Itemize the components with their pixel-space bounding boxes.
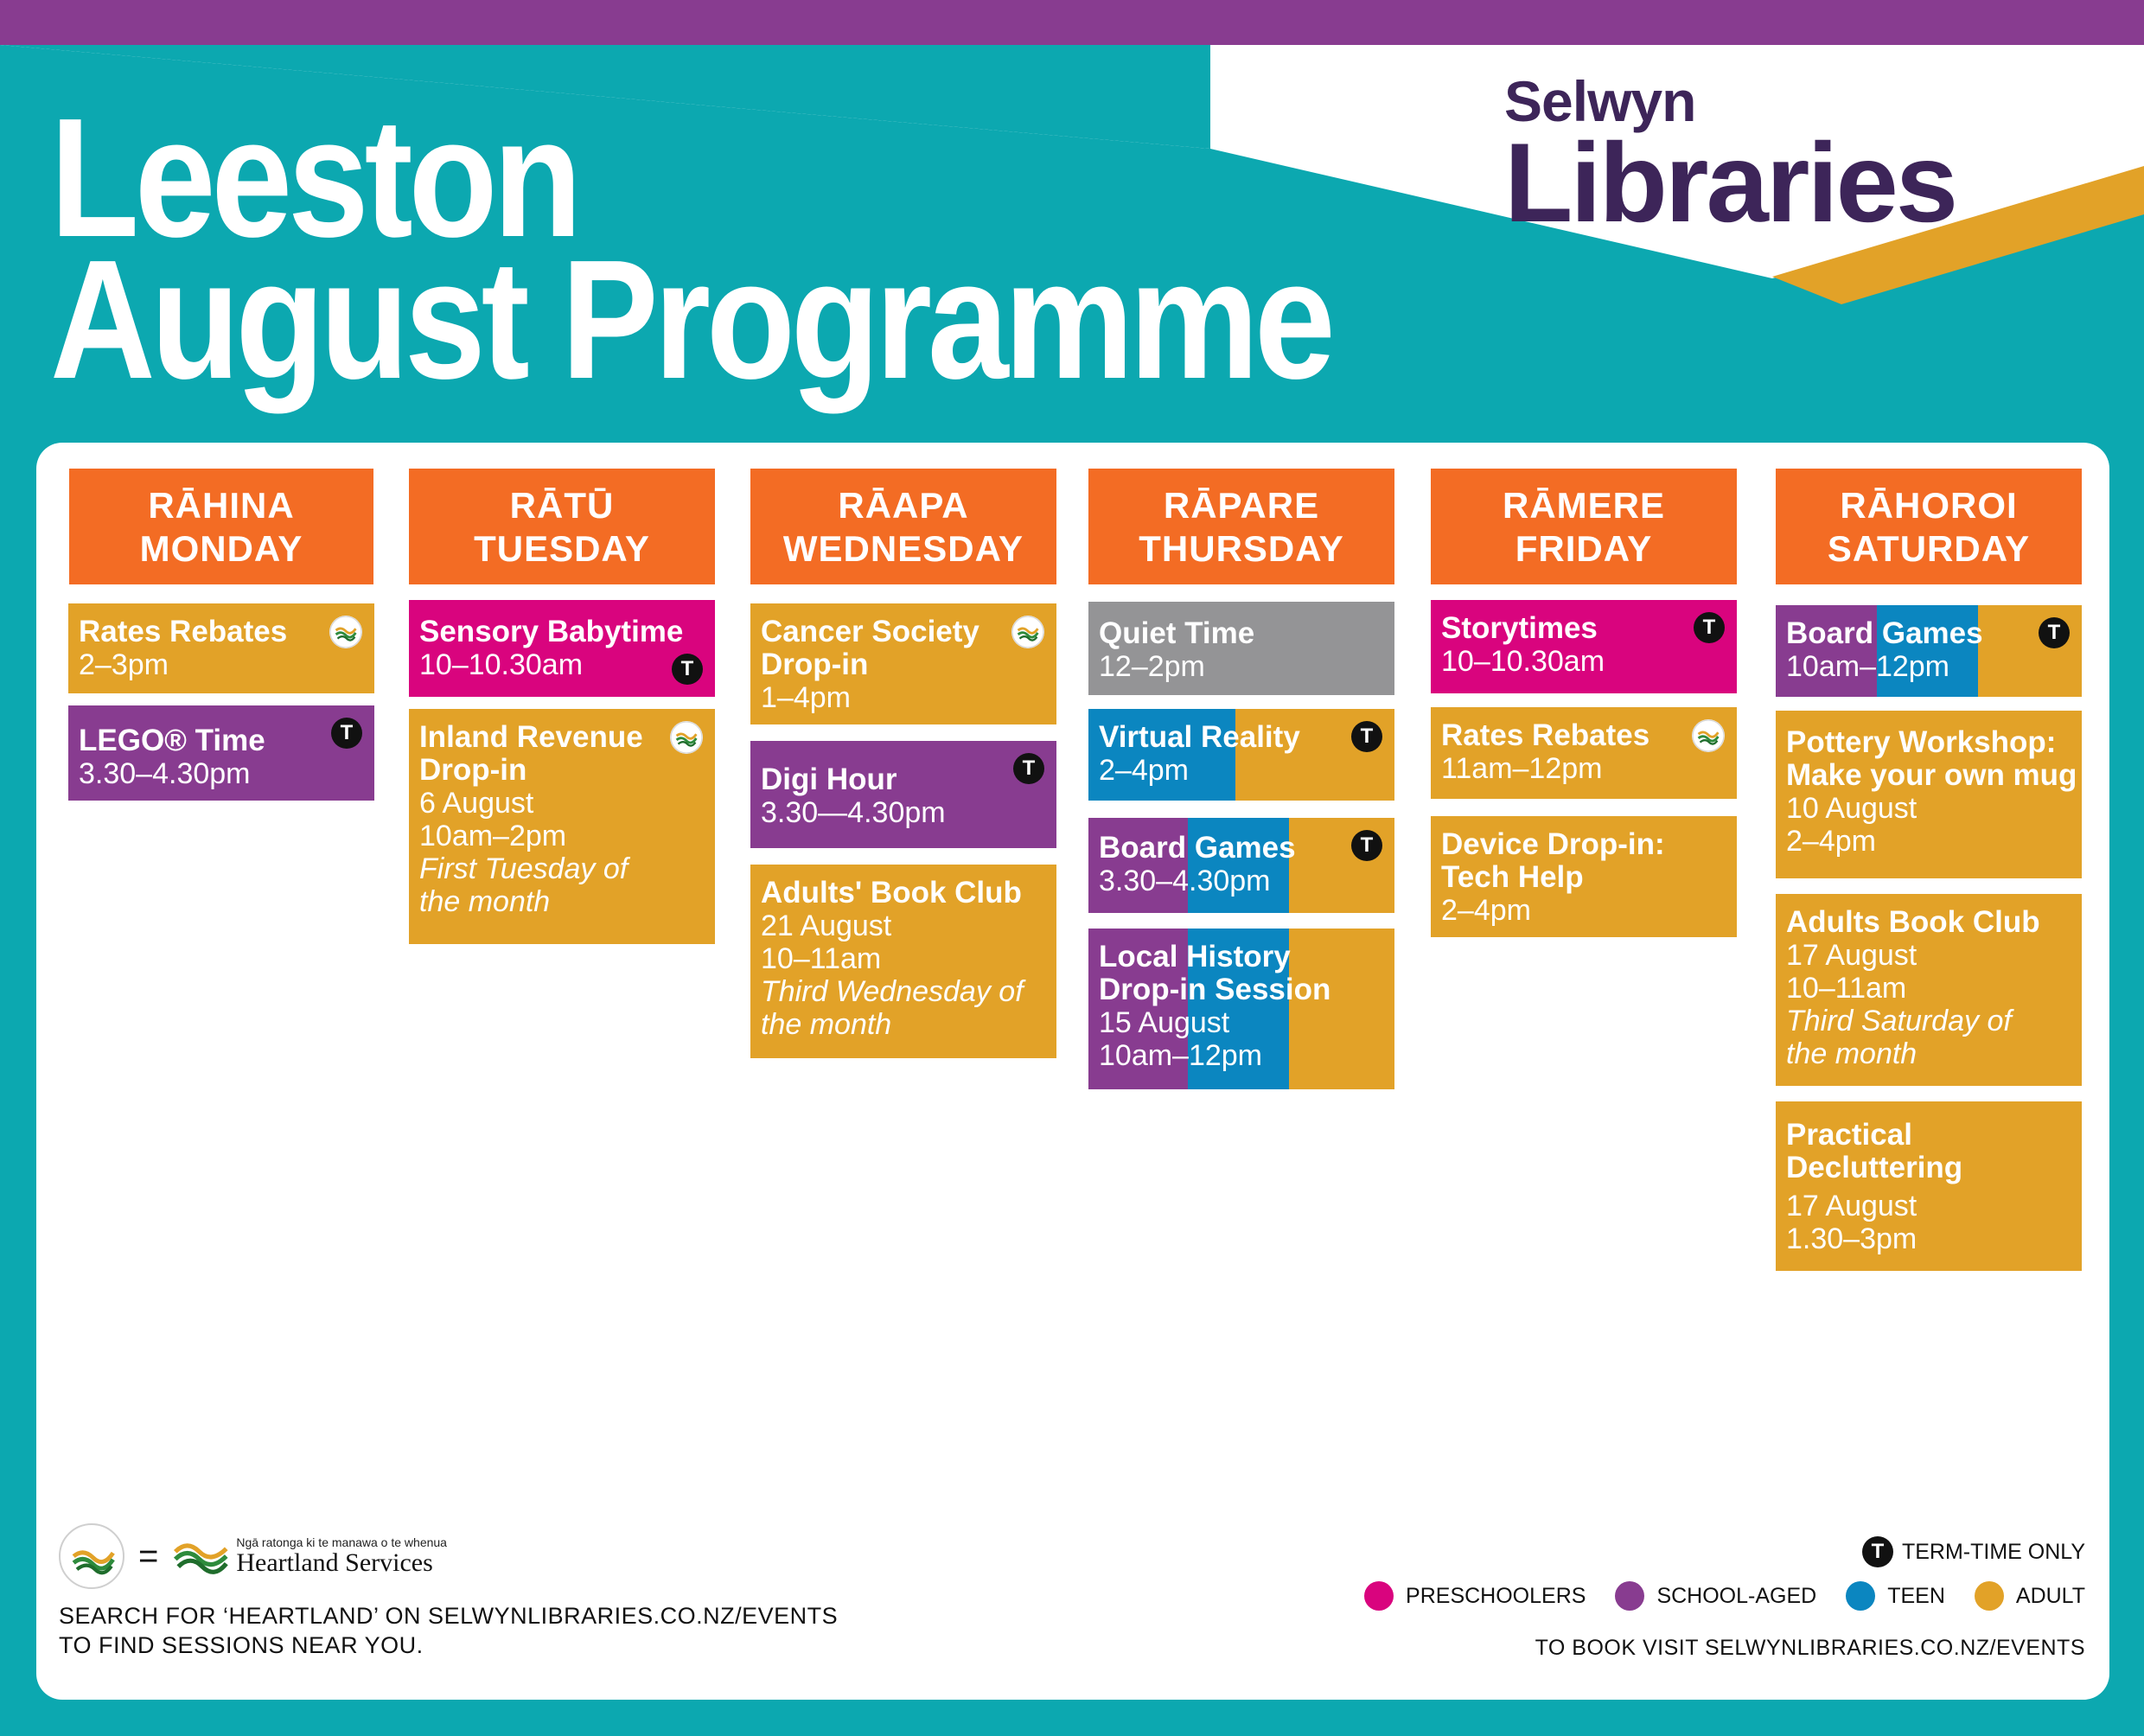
event-card[interactable] — [1776, 711, 2082, 878]
event-time: 11am–12pm — [1441, 752, 1603, 785]
brand-line2: Libraries — [1504, 119, 1956, 246]
heartland-services-logo — [172, 1534, 447, 1579]
term-time-icon: T — [1694, 612, 1725, 643]
event-time: 3.30—4.30pm — [761, 796, 946, 829]
event-title: Adults Book Club — [1786, 905, 2040, 939]
event-note: First Tuesday of the month — [419, 852, 629, 918]
day-maori-name: RĀHINA — [148, 485, 295, 526]
event-note: Third Wednesday of the month — [761, 975, 1024, 1041]
brand-line1: Selwyn — [1504, 69, 1696, 133]
term-time-icon: T — [1862, 1536, 1893, 1567]
event-time: 10–11am — [761, 942, 882, 975]
heartland-info — [59, 1523, 838, 1660]
term-time-icon: T — [2039, 617, 2070, 648]
day-header-tuesday — [409, 469, 715, 584]
term-time-icon: T — [1351, 830, 1382, 861]
preschoolers-dot — [1364, 1581, 1394, 1611]
event-title: Board Games — [1786, 616, 1983, 650]
event-time: 10–10.30am — [1441, 645, 1605, 678]
heartland-icon — [1011, 616, 1044, 648]
term-time-icon: T — [1013, 753, 1044, 784]
event-card[interactable] — [409, 600, 715, 697]
event-note: Third Saturday of the month — [1786, 1005, 2012, 1070]
event-title: Rates Rebates — [79, 615, 288, 648]
event-title: Rates Rebates — [1441, 718, 1650, 752]
event-card[interactable] — [750, 603, 1056, 724]
event-time: 2–4pm — [1099, 754, 1189, 787]
teen-dot — [1846, 1581, 1875, 1611]
legend-item-school-aged — [1615, 1581, 1816, 1611]
event-date: 6 August — [419, 787, 534, 820]
legend-label: ADULT — [2015, 1583, 2085, 1608]
event-time: 12–2pm — [1099, 650, 1205, 683]
event-time: 3.30–4.30pm — [79, 757, 251, 790]
event-title: Storytimes — [1441, 611, 1598, 645]
event-date: 10 August — [1786, 792, 1917, 825]
day-column-thursday — [1088, 469, 1394, 584]
day-maori-name: RĀAPA — [838, 485, 969, 526]
day-column-monday — [69, 469, 373, 584]
legend-label: PRESCHOOLERS — [1406, 1583, 1586, 1608]
search-instruction-line2: TO FIND SESSIONS NEAR YOU. — [59, 1632, 424, 1658]
event-title: Cancer Society Drop-in — [761, 615, 979, 681]
event-time: 2–3pm — [79, 648, 169, 681]
legend-item-preschoolers — [1364, 1581, 1586, 1611]
school-aged-dot — [1615, 1581, 1644, 1611]
event-card[interactable] — [1088, 929, 1394, 1089]
event-card[interactable] — [68, 603, 374, 693]
day-column-friday — [1431, 469, 1737, 584]
day-maori-name: RĀMERE — [1502, 485, 1665, 526]
day-column-wednesday — [750, 469, 1056, 584]
selwyn-libraries-logo — [1504, 69, 1956, 246]
event-title: Virtual Reality — [1099, 720, 1300, 754]
event-time: 3.30–4.30pm — [1099, 865, 1271, 897]
event-card[interactable] — [1088, 818, 1394, 913]
event-title: Quiet Time — [1099, 616, 1255, 650]
event-card[interactable] — [409, 709, 715, 944]
event-title: LEGO® Time — [79, 724, 265, 757]
event-card[interactable] — [68, 705, 374, 801]
heartland-icon — [670, 721, 703, 754]
day-english-name: MONDAY — [139, 528, 303, 569]
equals-sign: = — [138, 1536, 159, 1575]
top-purple-bar — [0, 0, 2144, 45]
event-time: 2–4pm — [1441, 894, 1531, 927]
day-maori-name: RĀTŪ — [509, 485, 615, 526]
day-column-saturday — [1776, 469, 2082, 584]
heartland-wave-icon — [172, 1534, 233, 1579]
event-date: 17 August — [1786, 939, 1917, 972]
event-card[interactable] — [750, 865, 1056, 1058]
event-card[interactable] — [750, 741, 1056, 848]
adult-dot — [1975, 1581, 2004, 1611]
event-title: Adults' Book Club — [761, 876, 1022, 909]
day-column-tuesday — [409, 469, 715, 584]
event-title: Local History Drop-in Session — [1099, 940, 1331, 1006]
legend-label: TEEN — [1887, 1583, 1945, 1608]
event-card[interactable] — [1776, 894, 2082, 1086]
term-time-icon: T — [672, 654, 703, 685]
event-card[interactable] — [1776, 605, 2082, 697]
event-title: Digi Hour — [761, 763, 897, 796]
event-card[interactable] — [1431, 816, 1737, 937]
booking-link[interactable]: TO BOOK VISIT SELWYNLIBRARIES.CO.NZ/EVENTS — [1535, 1636, 2085, 1660]
heartland-icon — [1692, 719, 1725, 752]
event-date: 17 August — [1786, 1190, 1917, 1222]
term-time-icon: T — [1351, 721, 1382, 752]
day-header-monday — [69, 469, 373, 584]
day-header-wednesday — [750, 469, 1056, 584]
event-card[interactable] — [1776, 1101, 2082, 1271]
legend-label: SCHOOL-AGED — [1656, 1583, 1817, 1608]
page-title-line2: August Programme — [50, 225, 1331, 414]
event-time: 10–10.30am — [419, 648, 584, 681]
heartland-tagline: Ngā ratonga ki te manawa o te whenua — [236, 1535, 447, 1549]
event-title: Pottery Workshop: Make your own mug — [1786, 725, 2077, 792]
day-header-thursday — [1088, 469, 1394, 584]
day-english-name: WEDNESDAY — [782, 528, 1024, 569]
event-title: Sensory Babytime — [419, 615, 684, 648]
page-title-line1: Leeston — [50, 83, 578, 272]
legend-item-adult — [1975, 1581, 2085, 1611]
event-time: 10am–12pm — [1099, 1039, 1263, 1072]
term-time-label: TERM-TIME ONLY — [1901, 1539, 2085, 1564]
event-card[interactable] — [1431, 707, 1737, 799]
legend-item-teen — [1846, 1581, 1945, 1611]
day-header-friday — [1431, 469, 1737, 584]
event-title: Inland Revenue Drop-in — [419, 720, 643, 787]
programme-panel — [36, 443, 2109, 1700]
event-time: 10am–2pm — [419, 820, 567, 852]
day-english-name: TUESDAY — [474, 528, 650, 569]
term-time-icon: T — [331, 718, 362, 749]
event-time: 10am–12pm — [1786, 650, 1950, 683]
heartland-name: Heartland Services — [236, 1548, 433, 1577]
event-time: 1.30–3pm — [1786, 1222, 1917, 1255]
event-date: 15 August — [1099, 1006, 1230, 1039]
event-card[interactable] — [1088, 709, 1394, 801]
event-time: 10–11am — [1786, 972, 1907, 1005]
day-maori-name: RĀPARE — [1163, 485, 1320, 526]
event-title: Board Games — [1099, 831, 1296, 865]
day-maori-name: RĀHOROI — [1840, 485, 2018, 526]
event-title: Practical Decluttering — [1786, 1118, 1963, 1184]
heartland-icon — [59, 1523, 124, 1589]
day-english-name: SATURDAY — [1827, 528, 2031, 569]
search-instruction-line1: SEARCH FOR ‘HEARTLAND’ ON SELWYNLIBRARIES.CO.NZ/EVENTS — [59, 1603, 839, 1629]
event-card[interactable] — [1088, 602, 1394, 695]
day-english-name: THURSDAY — [1139, 528, 1344, 569]
event-time: 1–4pm — [761, 681, 851, 714]
event-card[interactable] — [1431, 600, 1737, 693]
legend — [1343, 1536, 2085, 1663]
day-english-name: FRIDAY — [1515, 528, 1653, 569]
event-date: 21 August — [761, 909, 892, 942]
event-time: 2–4pm — [1786, 825, 1876, 858]
heartland-icon — [329, 616, 362, 648]
day-header-saturday — [1776, 469, 2082, 584]
event-title: Device Drop-in: Tech Help — [1441, 827, 1665, 894]
